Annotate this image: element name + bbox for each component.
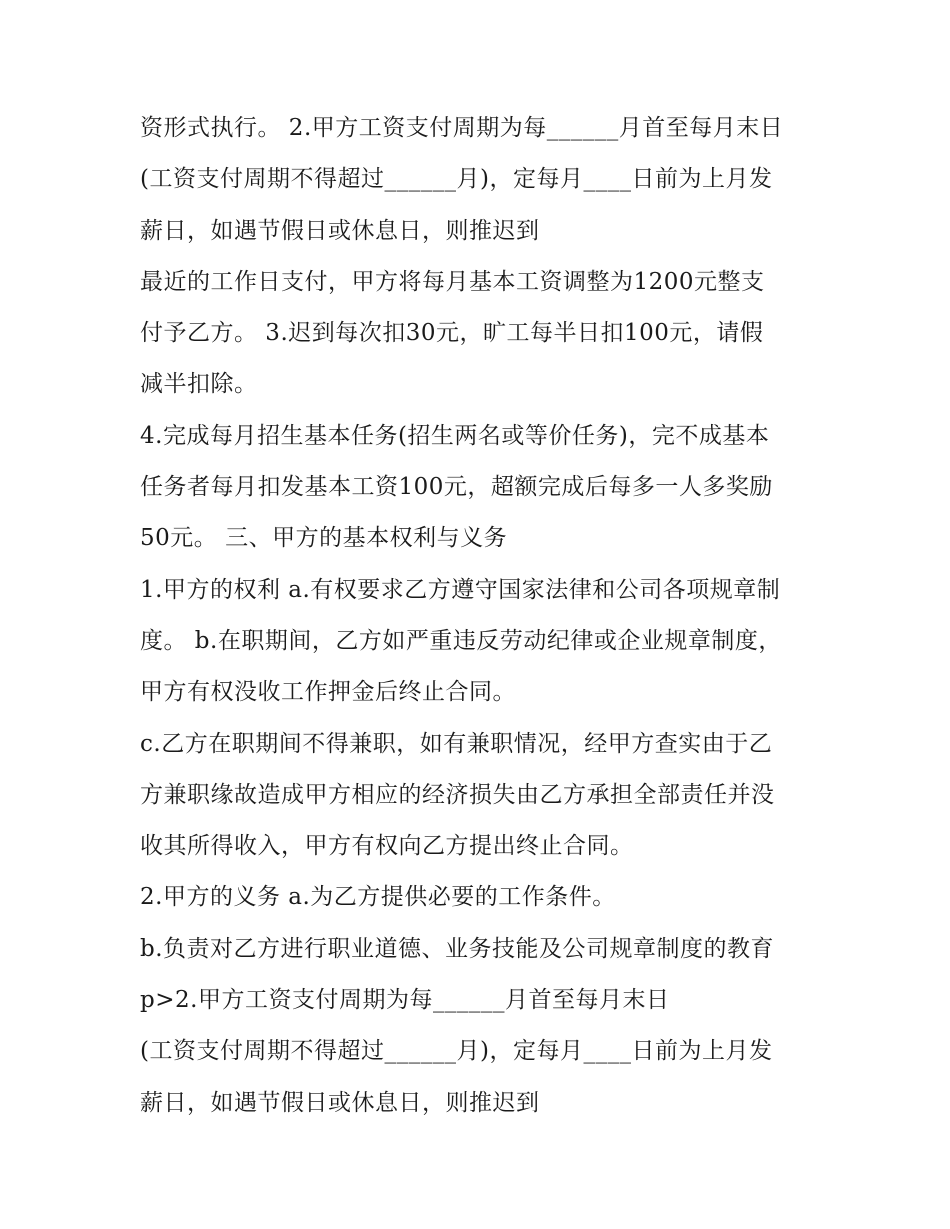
text-line: 收其所得收入，甲方有权向乙方提出终止合同。 [140,833,634,860]
text-line: c.乙方在职期间不得兼职，如有兼职情况，经甲方查实由于乙 [140,730,773,757]
text-line: 甲方有权没收工作押金后终止合同。 [140,679,516,706]
text-line: 资形式执行。 2.甲方工资支付周期为每______月首至每月末日 [140,115,784,141]
text-line: 薪日，如遇节假日或休息日，则推迟到 [140,217,540,244]
text-line: 4.完成每月招生基本任务(招生两名或等价任务)，完不成基本 [140,422,770,449]
text-line: 付予乙方。 3.迟到每次扣30元，旷工每半日扣100元，请假 [140,320,764,347]
text-line: (工资支付周期不得超过______月)，定每月____日前为上月发 [140,166,773,193]
text-line: 方兼职缘故造成甲方相应的经济损失由乙方承担全部责任并没 [140,781,775,808]
text-line: 最近的工作日支付，甲方将每月基本工资调整为1200元整支 [140,268,765,295]
text-line: 50元。 三、甲方的基本权利与义务 [140,525,508,552]
text-line: 薪日，如遇节假日或休息日，则推迟到 [140,1089,540,1116]
text-line: b.负责对乙方进行职业道德、业务技能及公司规章制度的教育 [140,935,775,962]
text-line: 1.甲方的权利 a.有权要求乙方遵守国家法律和公司各项规章制 [140,576,781,603]
text-line: 度。 b.在职期间，乙方如严重违反劳动纪律或企业规章制度， [140,627,782,654]
text-line: p>2.甲方工资支付周期为每______月首至每月末日 [140,987,670,1014]
text-line: (工资支付周期不得超过______月)，定每月____日前为上月发 [140,1038,773,1065]
text-line: 2.甲方的义务 a.为乙方提供必要的工作条件。 [140,884,616,911]
document-body [140,103,830,1129]
text-line: 任务者每月扣发基本工资100元，超额完成后每多一人多奖励 [140,474,773,501]
text-line: 减半扣除。 [140,371,258,398]
